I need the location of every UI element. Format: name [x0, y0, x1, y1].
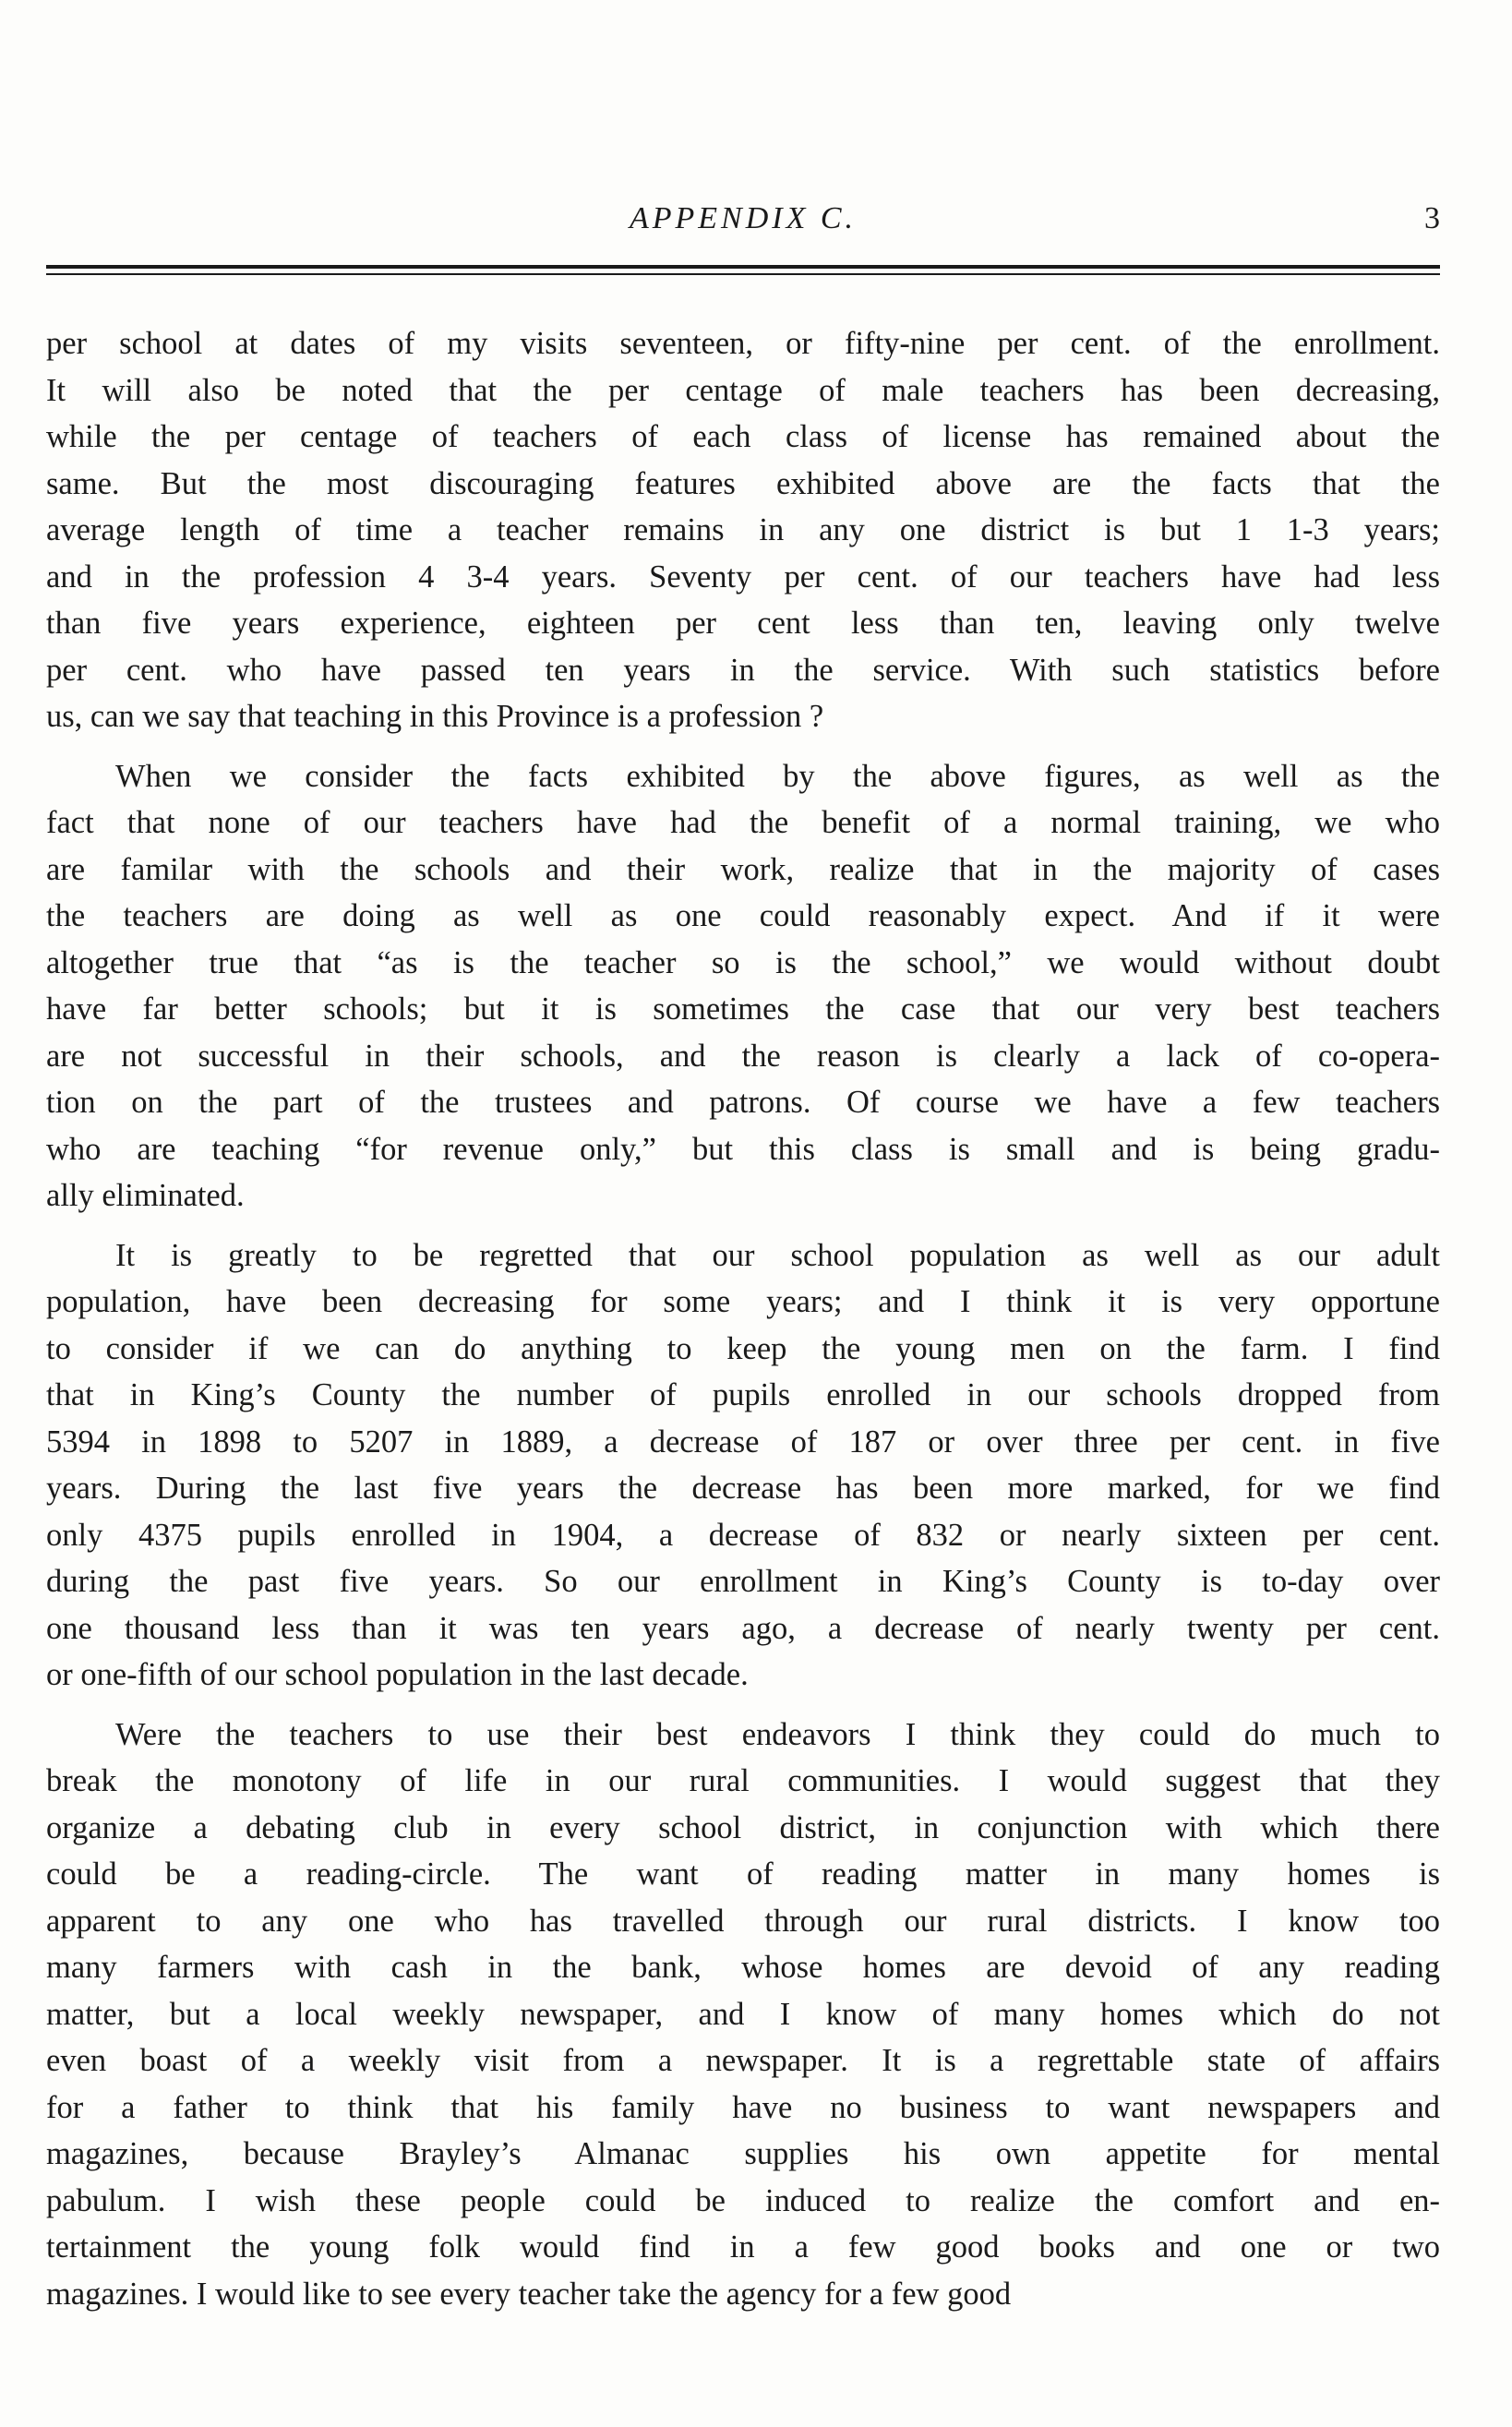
text-line: to consider if we can do anything to keep the young men on the farm. I find — [46, 1330, 1440, 1366]
running-title: APPENDIX C. — [629, 201, 858, 235]
text-line: population, have been decreasing for some years; and I think it is very opportune — [46, 1284, 1440, 1319]
text-line: apparent to any one who has travelled through our rural districts. I know too — [46, 1903, 1440, 1939]
text-line: have far better schools; but it is sometimes the case that our very best teachers — [46, 991, 1440, 1027]
text-line: magazines. I would like to see every teacher take the agency for a few good — [46, 2276, 1012, 2312]
text-line: It will also be noted that the per centage of male teachers has been decreasing, — [46, 372, 1440, 408]
text-line: Were the teachers to use their best endeavors I think they could do much to — [115, 1716, 1440, 1752]
text-line: only 4375 pupils enrolled in 1904, a decrease of 832 or nearly sixteen per cent. — [46, 1517, 1440, 1553]
text-line: us, can we say that teaching in this Province is a profession ? — [46, 699, 824, 734]
text-line: for a father to think that his family have no business to want newspapers and — [46, 2089, 1440, 2125]
text-line: that in King’s County the number of pupils enrolled in our schools dropped from — [46, 1377, 1440, 1412]
paragraph — [46, 753, 1440, 1220]
body-text — [46, 320, 1440, 2330]
page-header — [46, 194, 1440, 249]
text-line: per school at dates of my visits seventeen, or fifty-nine per cent. of the enrollment. — [46, 326, 1440, 361]
text-line: could be a reading-circle. The want of reading matter in many homes is — [46, 1856, 1440, 1892]
text-line: while the per centage of teachers of each class of license has remained about the — [46, 419, 1440, 454]
text-line: tertainment the young folk would find in a few good books and one or two — [46, 2229, 1440, 2265]
header-rule-thin — [46, 273, 1440, 275]
text-line: during the past five years. So our enrollment in King’s County is to-day over — [46, 1564, 1440, 1599]
text-line: fact that none of our teachers have had the benefit of a normal training, we who — [46, 805, 1440, 840]
text-line: break the monotony of life in our rural communities. I would suggest that they — [46, 1763, 1440, 1798]
text-line: same. But the most discouraging features exhibited above are the facts that the — [46, 465, 1440, 501]
text-line: average length of time a teacher remains in any one district is but 1 1-3 years; — [46, 512, 1440, 547]
text-line: pabulum. I wish these people could be induced to realize the comfort and en- — [46, 2182, 1440, 2218]
text-line: 5394 in 1898 to 5207 in 1889, a decrease of 187 or over three per cent. in five — [46, 1424, 1440, 1460]
text-line: ally eliminated. — [46, 1178, 245, 1213]
paragraph — [46, 1232, 1440, 1699]
text-line: one thousand less than it was ten years ago, a decrease of nearly twenty per cent. — [46, 1610, 1440, 1646]
text-line: per cent. who have passed ten years in the service. With such statistics before — [46, 652, 1440, 688]
text-line: who are teaching “for revenue only,” but this class is small and is being gradu- — [46, 1131, 1440, 1167]
text-line: or one-fifth of our school population in the last decade. — [46, 1657, 749, 1692]
text-line: than five years experience, eighteen per cent less than ten, leaving only twelve — [46, 606, 1440, 641]
text-line: It is greatly to be regretted that our school population as well as our adult — [115, 1237, 1440, 1273]
text-line: and in the profession 4 3-4 years. Seventy per cent. of our teachers have had less — [46, 559, 1440, 595]
text-line: years. During the last five years the decrease has been more marked, for we find — [46, 1471, 1440, 1506]
text-line: magazines, because Brayley’s Almanac supplies his own appetite for mental — [46, 2136, 1440, 2171]
text-line: altogether true that “as is the teacher so is the school,” we would without doubt — [46, 944, 1440, 980]
text-line: organize a debating club in every school district, in conjunction with which there — [46, 1809, 1440, 1845]
text-line: even boast of a weekly visit from a newspaper. It is a regrettable state of affairs — [46, 2043, 1440, 2078]
paragraph — [46, 1712, 1440, 2318]
header-rule-thick — [46, 265, 1440, 269]
text-line: tion on the part of the trustees and patrons. Of course we have a few teachers — [46, 1085, 1440, 1120]
text-line: the teachers are doing as well as one could reasonably expect. And if it were — [46, 898, 1440, 933]
text-line: are familar with the schools and their work, realize that in the majority of cases — [46, 851, 1440, 887]
paragraph — [46, 320, 1440, 740]
text-line: matter, but a local weekly newspaper, and I know of many homes which do not — [46, 1996, 1440, 2032]
text-line: many farmers with cash in the bank, whose homes are devoid of any reading — [46, 1950, 1440, 1985]
text-line: are not successful in their schools, and the reason is clearly a lack of co-opera- — [46, 1038, 1440, 1074]
page-number: 3 — [1424, 201, 1440, 235]
text-line: When we consider the facts exhibited by the above figures, as well as the — [115, 758, 1440, 794]
